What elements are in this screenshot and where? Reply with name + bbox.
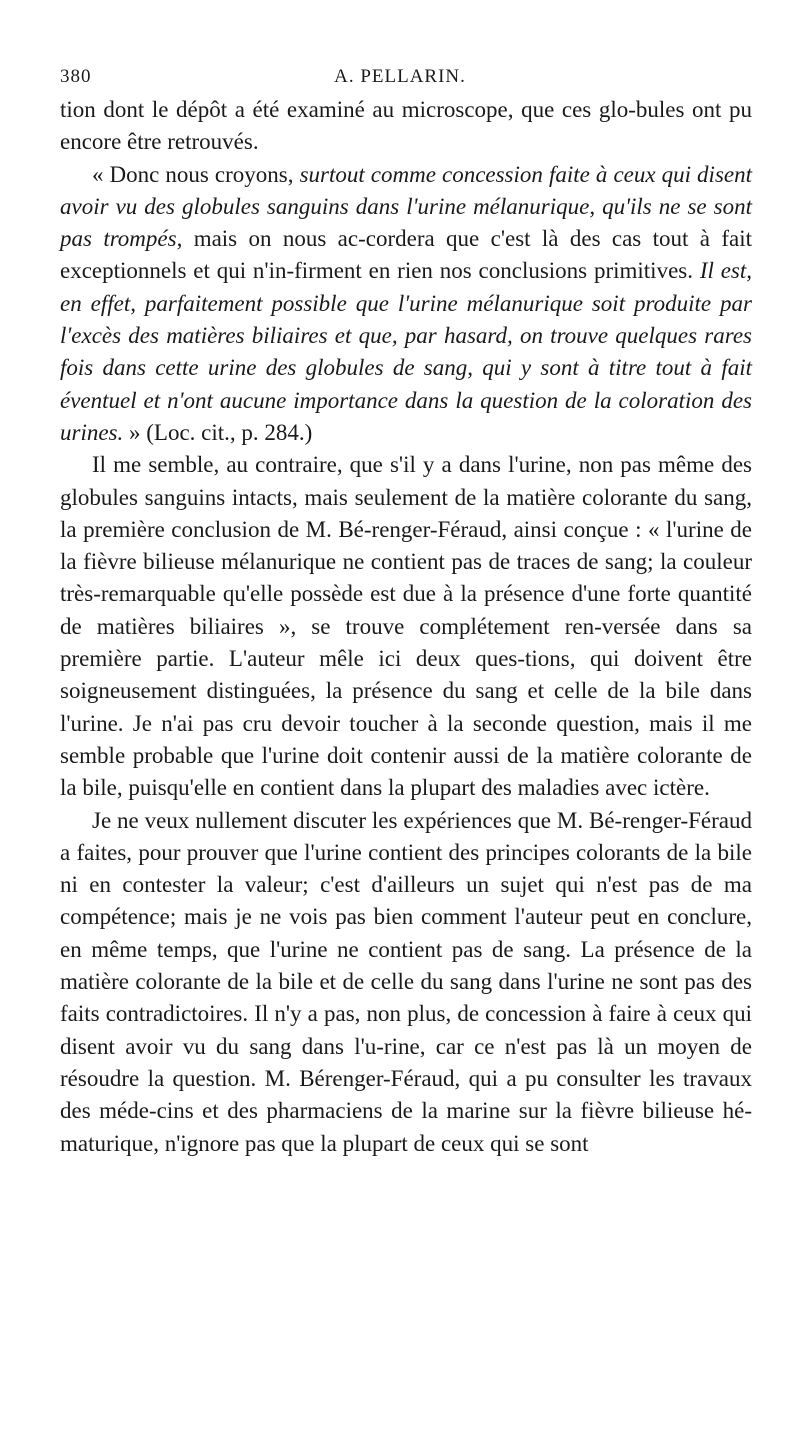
paragraph [60,94,752,159]
page-number: 380 [60,66,92,87]
text-span: tion dont le dépôt a été examiné au microscope, que ces glo-bules ont pu encore être retrouvés. [60,97,752,155]
running-head: A. PELLARIN. [334,66,466,87]
text-span: « Donc nous croyons, [92,161,300,187]
paragraph [60,805,752,1160]
italic-span: Il est, en effet, parfaitement possible que l'urine mélanurique soit produite par l'excès des matières biliaires et que, par hasard, on trouve quelques rares fois dans cette urine des globules de sang, qui y sont à titre tout à fait éventuel et n'ont aucune importance dans la question de la coloration des urines. [60,258,752,445]
text-span: » (Loc. cit., p. 284.) [123,419,313,445]
text-span: Il me semble, au contraire, que s'il y a dans l'urine, non pas même des globules sanguins intacts, mais seulement de la matière colorante du sang, la première conclusion de M. Bé-renger-Féraud, ainsi conçue : « l'urine de la fièvre bilieuse mélanurique ne contient pas de traces de sang; la couleur très-remarquable qu'elle possède est due à la présence d'une forte quantité de matières biliaires », se trouve complétement ren-versée dans sa première partie. L'auteur mêle ici deux ques-tions, qui doivent être soigneusement distinguées, la présence du sang et celle de la bile dans l'urine. Je n'ai pas cru devoir toucher à la seconde question, mais il me semble probable que l'urine doit contenir aussi de la matière colorante de la bile, puisqu'elle en contient dans la plupart des maladies avec ictère. [60,452,752,801]
text-span: Je ne veux nullement discuter les expériences que M. Bé-renger-Féraud a faites, pour prouver que l'urine contient des principes colorants de la bile ni en contester la valeur; c'est d'ailleurs un sujet qui n'est pas de ma compétence; mais je ne vois pas bien comment l'auteur peut en conclure, en même temps, que l'urine ne contient pas de sang. La présence de la matière colorante de la bile et de celle du sang dans l'urine ne sont pas des faits contradictoires. Il n'y a pas, non plus, de concession à faire à ceux qui disent avoir vu du sang dans l'u-rine, car ce n'est pas là un moyen de résoudre la question. M. Bérenger-Féraud, qui a pu consulter les travaux des méde-cins et des pharmaciens de la marine sur la fièvre bilieuse hé-maturique, n'ignore pas que la plupart de ceux qui se sont [60,807,752,1156]
paragraph [60,449,752,804]
italic-span: surtout comme concession faite à ceux qui disent avoir vu des globules sanguins dans l'urine mélanurique, qu'ils ne se sont pas trompés [60,161,752,252]
paragraph [60,159,752,450]
book-page [48,58,752,1160]
body-text [48,94,752,1160]
page-header [48,58,752,94]
text-span: , mais on nous ac-cordera que c'est là des cas tout à fait exceptionnels et qui n'in-firment en rien nos conclusions primitives. [60,226,752,284]
